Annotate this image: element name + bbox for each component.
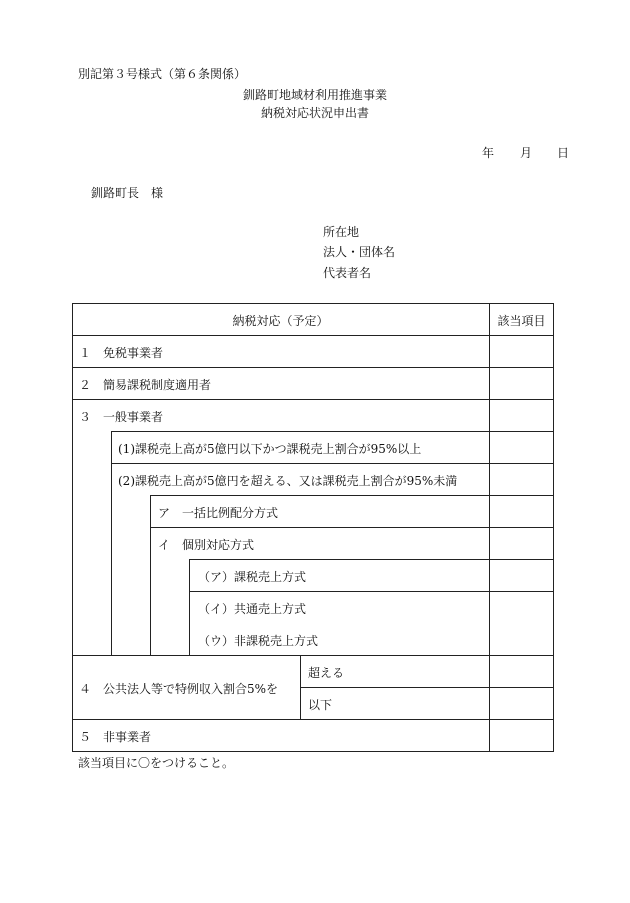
document-title-line2: 納税対応状況申出書 — [260, 106, 369, 120]
row-taxable-sales-method: （ア）課税売上方式 — [198, 570, 307, 584]
date-day-label: 日 — [557, 146, 570, 160]
applicant-representative-label: 代表者名 — [323, 266, 372, 280]
addressee: 釧路町長 様 — [91, 186, 164, 200]
row-itemized-method: イ 個別対応方式 — [158, 538, 255, 552]
form-number: 別記第３号様式（第６条関係） — [78, 67, 247, 81]
row-non-taxable-sales-method: （ウ）非課税売上方式 — [198, 634, 319, 648]
applicant-address-label: 所在地 — [323, 225, 360, 239]
date-month-label: 月 — [520, 146, 533, 160]
tax-response-table — [72, 303, 554, 752]
row-general-sub2: (2)課税売上高が5億円を超える、又は課税売上割合が95%未満 — [118, 474, 458, 488]
row-below: 以下 — [308, 698, 333, 712]
applicant-name-label: 法人・団体名 — [323, 245, 396, 259]
row-simplified-taxation: ２ 簡易課税制度適用者 — [79, 378, 212, 392]
row-exceeds: 超える — [308, 666, 345, 680]
row-tax-exempt: １ 免税事業者 — [79, 346, 164, 360]
header-tax-response: 納税対応（予定） — [232, 314, 329, 328]
footnote: 該当項目に〇をつけること。 — [78, 756, 235, 770]
row-general-business: ３ 一般事業者 — [79, 410, 164, 424]
row-common-sales-method: （イ）共通売上方式 — [198, 602, 307, 616]
row-general-sub1: (1)課税売上高が5億円以下かつ課税売上割合が95%以上 — [118, 442, 422, 456]
header-applicable-item: 該当項目 — [497, 314, 546, 328]
date-year-label: 年 — [482, 146, 495, 160]
row-non-business: ５ 非事業者 — [79, 730, 152, 744]
row-public-corporation: ４ 公共法人等で特例収入割合5%を — [79, 682, 279, 696]
row-lump-sum-method: ア 一括比例配分方式 — [158, 506, 279, 520]
document-title-line1: 釧路町地域材利用推進事業 — [242, 88, 387, 102]
